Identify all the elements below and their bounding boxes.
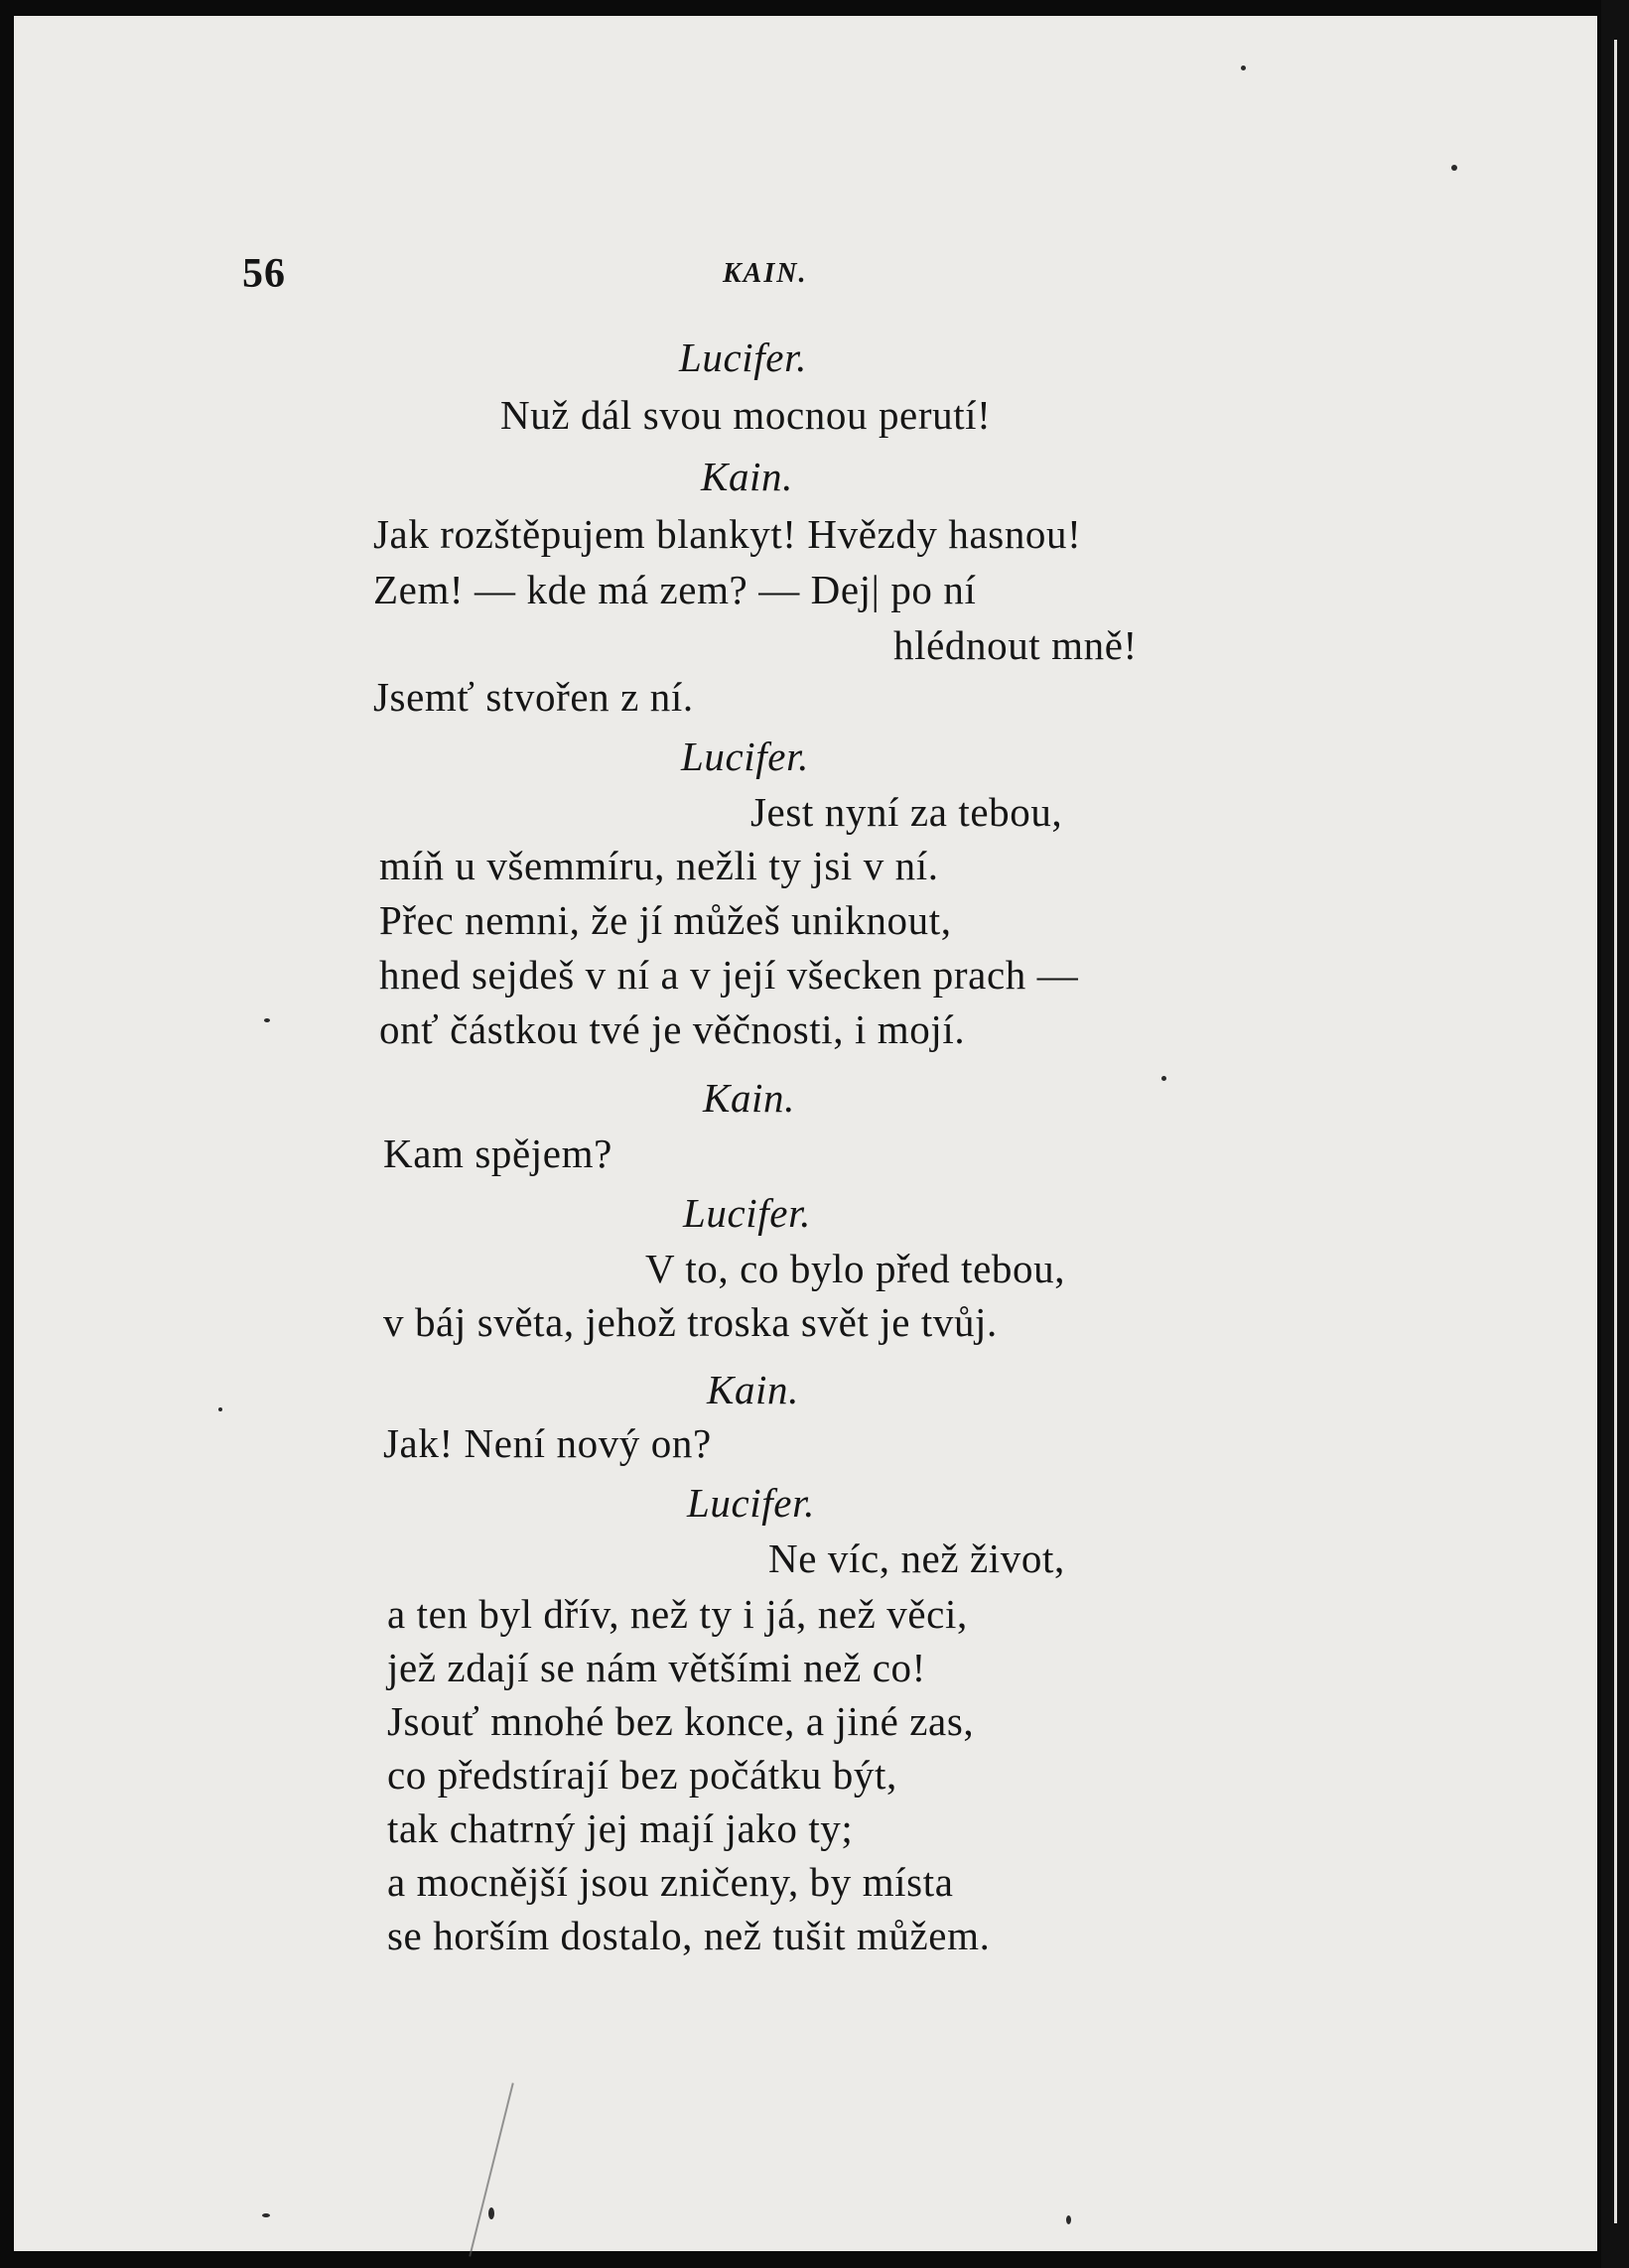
verse-line: hlédnout mně! bbox=[893, 622, 1138, 668]
speaker-label: Kain. bbox=[701, 454, 793, 499]
verse-line: Jest nyní za tebou, bbox=[750, 789, 1063, 835]
verse-line: Zem! — kde má zem? — Dej| po ní bbox=[373, 567, 977, 612]
verse-line: Jsemť stvořen z ní. bbox=[373, 674, 694, 720]
scan-edge-line bbox=[1614, 40, 1617, 2223]
speaker-label: Kain. bbox=[707, 1367, 799, 1412]
book-page bbox=[14, 16, 1597, 2251]
speaker-label: Lucifer. bbox=[683, 1190, 811, 1236]
verse-line: Jak! Není nový on? bbox=[383, 1420, 712, 1466]
paper-speck bbox=[1066, 2215, 1071, 2224]
verse-line: Nuž dál svou mocnou perutí! bbox=[500, 392, 992, 438]
paper-speck bbox=[1241, 66, 1246, 70]
speaker-label: Kain. bbox=[703, 1075, 795, 1121]
verse-line: tak chatrný jej mají jako ty; bbox=[387, 1805, 854, 1851]
paper-speck bbox=[1451, 165, 1457, 171]
verse-line: a ten byl dřív, než ty i já, než věci, bbox=[387, 1591, 968, 1637]
verse-line: Jak rozštěpujem blankyt! Hvězdy hasnou! bbox=[373, 511, 1082, 557]
verse-line: v báj světa, jehož troska svět je tvůj. bbox=[383, 1299, 998, 1345]
speaker-label: Lucifer. bbox=[679, 334, 807, 380]
paper-speck bbox=[264, 1018, 270, 1022]
verse-line: hned sejdeš v ní a v její všecken prach — bbox=[379, 952, 1079, 998]
verse-line: a mocnější jsou zničeny, by místa bbox=[387, 1859, 954, 1905]
verse-line: co předstírají bez počátku být, bbox=[387, 1752, 897, 1798]
verse-line: Jsouť mnohé bez konce, a jiné zas, bbox=[387, 1698, 975, 1744]
verse-line: Kam spějem? bbox=[383, 1131, 612, 1176]
verse-line: jež zdají se nám většími než co! bbox=[387, 1645, 926, 1690]
running-title: KAIN. bbox=[723, 258, 808, 289]
paper-speck bbox=[1161, 1076, 1166, 1081]
page-header bbox=[242, 250, 838, 310]
verse-line: se horším dostalo, než tušit můžem. bbox=[387, 1913, 991, 1958]
paper-speck bbox=[262, 2213, 270, 2217]
verse-line: Ne víc, než život, bbox=[768, 1535, 1065, 1581]
speaker-label: Lucifer. bbox=[681, 734, 809, 779]
verse-line: míň u všemmíru, nežli ty jsi v ní. bbox=[379, 843, 939, 888]
page-number: 56 bbox=[242, 251, 286, 297]
verse-line: Přec nemni, že jí můžeš uniknout, bbox=[379, 897, 952, 943]
speaker-label: Lucifer. bbox=[687, 1480, 815, 1526]
verse-line: onť částkou tvé je věčnosti, i mojí. bbox=[379, 1006, 966, 1052]
verse-line: V to, co bylo před tebou, bbox=[645, 1246, 1066, 1291]
paper-speck bbox=[488, 2207, 494, 2219]
paper-speck bbox=[218, 1407, 222, 1411]
paper-scratch bbox=[469, 2082, 513, 2256]
